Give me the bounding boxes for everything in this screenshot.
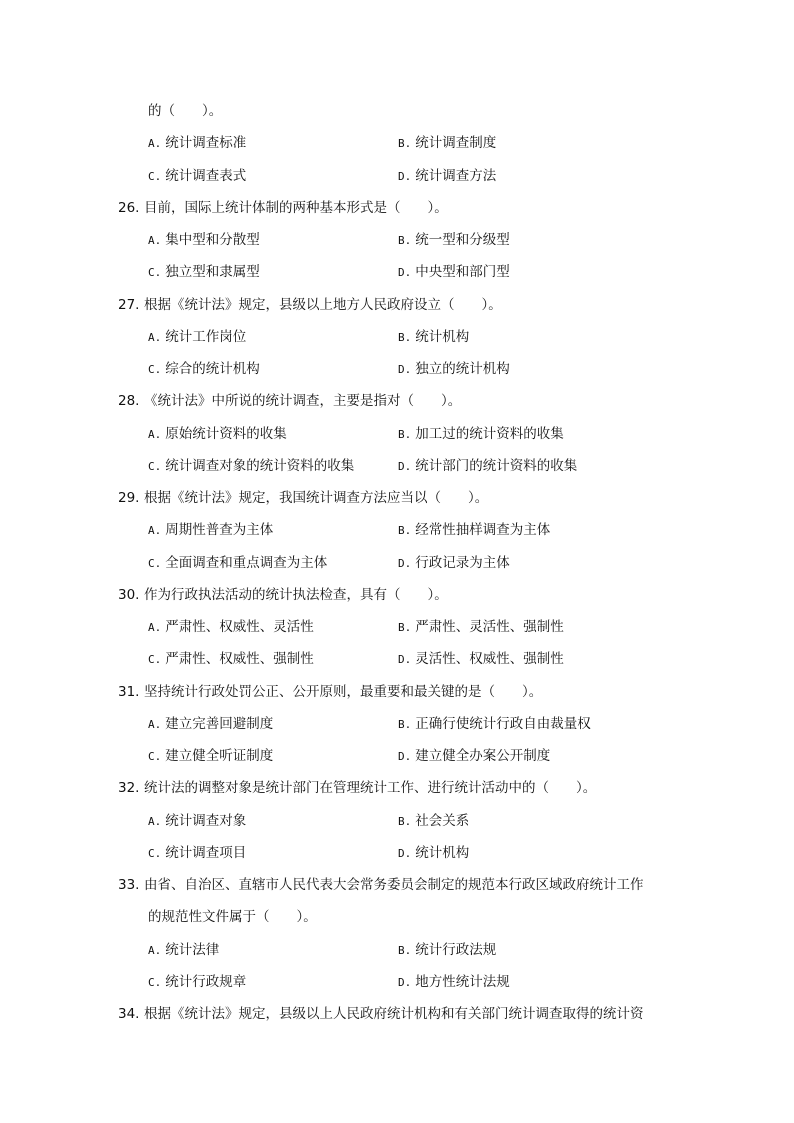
option-d	[398, 547, 510, 580]
option-d	[398, 353, 510, 386]
option-text: 独立的统计机构	[415, 361, 510, 377]
option-text: 严肃性、权威性、灵活性	[165, 619, 314, 635]
question-number: 27.	[118, 296, 140, 313]
question-line	[0, 901, 794, 933]
option-text: 原始统计资料的收集	[165, 425, 287, 442]
option-d	[398, 837, 469, 870]
option-letter: C.	[148, 556, 162, 570]
option-d	[398, 450, 577, 483]
option-b	[398, 514, 550, 547]
option-row	[0, 418, 794, 450]
option-text: 中央型和部门型	[415, 264, 510, 281]
option-d	[398, 160, 496, 193]
option-letter: C.	[148, 653, 162, 667]
option-text: 社会关系	[415, 812, 470, 829]
option-row	[0, 321, 794, 353]
option-text: 建立完善回避制度	[165, 715, 274, 732]
option-letter: A.	[148, 621, 162, 634]
option-a	[148, 321, 246, 354]
option-letter: D.	[398, 750, 412, 763]
question-number: 29.	[118, 490, 140, 506]
option-b	[398, 611, 564, 644]
option-text: 统计机构	[415, 328, 470, 345]
option-row	[0, 353, 794, 385]
option-letter: D.	[398, 363, 412, 376]
option-text: 统计调查项目	[165, 844, 247, 861]
question-stem: 根据《统计法》规定，我国统计调查方法应当以（ ）。	[144, 490, 489, 506]
question-line	[0, 869, 794, 901]
option-letter: C.	[148, 363, 162, 376]
option-letter: A.	[148, 427, 162, 441]
option-text: 统计行政法规	[415, 941, 497, 958]
option-row	[0, 740, 794, 772]
question-stem: 根据《统计法》规定，县级以上人民政府统计机构和有关部门统计调查取得的统计资	[144, 1006, 644, 1022]
option-text: 统计机构	[415, 844, 470, 861]
option-c	[148, 353, 260, 386]
option-text: 综合的统计机构	[165, 361, 260, 377]
option-row	[0, 837, 794, 869]
option-text: 统计部门的统计资料的收集	[415, 457, 578, 474]
option-d	[398, 966, 510, 999]
option-text: 地方性统计法规	[415, 973, 510, 990]
option-text: 统计调查对象的统计资料的收集	[165, 457, 355, 474]
question-number: 31.	[118, 683, 140, 700]
question-number: 28.	[118, 393, 140, 410]
option-row	[0, 966, 794, 998]
option-d	[398, 643, 564, 676]
question-stem: 作为行政执法活动的统计执法检查，具有（ ）。	[144, 586, 448, 603]
option-letter: D.	[398, 653, 412, 667]
option-c	[148, 966, 246, 999]
option-row	[0, 805, 794, 837]
option-c	[148, 547, 327, 580]
option-text: 灵活性、权威性、强制性	[415, 651, 564, 668]
option-letter: B.	[398, 427, 412, 441]
option-a	[148, 224, 260, 257]
question-number: 33.	[118, 877, 140, 893]
question-stem: 目前，国际上统计体制的两种基本形式是（ ）。	[144, 199, 448, 216]
option-letter: B.	[398, 524, 412, 538]
option-letter: C.	[148, 169, 162, 183]
option-letter: A.	[148, 234, 162, 247]
option-row	[0, 514, 794, 546]
question-line	[0, 192, 794, 224]
option-a	[148, 934, 219, 967]
option-b	[398, 224, 510, 257]
option-row	[0, 934, 794, 966]
option-row	[0, 643, 794, 675]
option-row	[0, 160, 794, 192]
option-letter: C.	[148, 459, 162, 473]
option-text: 行政记录为主体	[415, 554, 510, 571]
option-a	[148, 708, 273, 741]
option-letter: C.	[148, 975, 162, 989]
option-text: 统计调查方法	[415, 167, 497, 184]
option-row	[0, 127, 794, 159]
question-stem: 的（ ）。	[148, 103, 223, 119]
option-letter: B.	[398, 621, 412, 634]
option-c	[148, 256, 260, 289]
question-line	[0, 676, 794, 708]
option-text: 统计法律	[165, 941, 220, 958]
option-b	[398, 708, 591, 741]
option-letter: D.	[398, 169, 412, 183]
question-number: 26.	[118, 199, 140, 216]
option-text: 统计调查制度	[415, 135, 497, 152]
option-row	[0, 708, 794, 740]
option-c	[148, 740, 273, 773]
question-number: 34.	[118, 1006, 140, 1022]
option-b	[398, 418, 564, 451]
option-letter: C.	[148, 266, 162, 280]
option-text: 独立型和隶属型	[165, 264, 260, 281]
option-a	[148, 418, 287, 451]
option-letter: C.	[148, 750, 162, 763]
option-row	[0, 611, 794, 643]
option-letter: A.	[148, 814, 162, 828]
option-b	[398, 127, 496, 160]
option-b	[398, 805, 469, 838]
option-b	[398, 934, 496, 967]
question-number: 30.	[118, 586, 140, 603]
question-stem: 由省、自治区、直辖市人民代表大会常务委员会制定的规范本行政区域政府统计工作	[144, 877, 644, 893]
option-a	[148, 514, 273, 547]
option-row	[0, 450, 794, 482]
option-text: 统计调查标准	[165, 135, 247, 152]
option-c	[148, 450, 354, 483]
option-text: 严肃性、权威性、强制性	[165, 651, 314, 668]
question-stem: 的规范性文件属于（ ）。	[148, 909, 317, 926]
option-text: 统计行政规章	[165, 973, 247, 990]
option-text: 严肃性、灵活性、强制性	[415, 619, 564, 635]
option-b	[398, 321, 469, 354]
question-line	[0, 482, 794, 514]
option-row	[0, 224, 794, 256]
option-text: 统计调查表式	[165, 167, 247, 184]
option-text: 建立健全听证制度	[165, 748, 274, 764]
option-letter: B.	[398, 137, 412, 151]
option-letter: D.	[398, 459, 412, 473]
option-letter: C.	[148, 846, 162, 860]
question-stem: 坚持统计行政处罚公正、公开原则，最重要和最关键的是（ ）。	[144, 683, 543, 700]
option-text: 统计工作岗位	[165, 328, 247, 345]
option-text: 经常性抽样调查为主体	[415, 522, 551, 539]
option-text: 统计调查对象	[165, 812, 247, 829]
option-row	[0, 547, 794, 579]
question-line	[0, 289, 794, 321]
option-c	[148, 837, 246, 870]
option-text: 正确行使统计行政自由裁量权	[415, 715, 591, 732]
option-c	[148, 643, 314, 676]
exam-page	[0, 95, 794, 1030]
option-letter: A.	[148, 524, 162, 538]
option-a	[148, 805, 246, 838]
question-number: 32.	[118, 780, 140, 797]
option-text: 加工过的统计资料的收集	[415, 425, 564, 442]
option-letter: A.	[148, 943, 162, 957]
option-text: 周期性普查为主体	[165, 522, 274, 539]
option-letter: B.	[398, 717, 412, 731]
option-letter: B.	[398, 234, 412, 247]
option-text: 全面调查和重点调查为主体	[165, 554, 328, 571]
question-line	[0, 998, 794, 1030]
option-text: 建立健全办案公开制度	[415, 748, 551, 764]
question-stem: 统计法的调整对象是统计部门在管理统计工作、进行统计活动中的（ ）。	[144, 780, 597, 797]
question-line	[0, 95, 794, 127]
option-text: 集中型和分散型	[165, 232, 260, 248]
option-letter: B.	[398, 814, 412, 828]
option-letter: A.	[148, 717, 162, 731]
option-row	[0, 256, 794, 288]
question-line	[0, 385, 794, 417]
option-c	[148, 160, 246, 193]
option-text: 统一型和分级型	[415, 232, 510, 248]
question-line	[0, 772, 794, 804]
option-letter: D.	[398, 846, 412, 860]
option-d	[398, 740, 550, 773]
option-letter: B.	[398, 330, 412, 344]
option-letter: A.	[148, 137, 162, 151]
question-stem: 《统计法》中所说的统计调查，主要是指对（ ）。	[144, 393, 462, 410]
question-line	[0, 579, 794, 611]
option-letter: D.	[398, 266, 412, 280]
question-stem: 根据《统计法》规定，县级以上地方人民政府设立（ ）。	[144, 296, 502, 313]
option-letter: D.	[398, 556, 412, 570]
option-letter: D.	[398, 975, 412, 989]
option-a	[148, 611, 314, 644]
option-a	[148, 127, 246, 160]
option-d	[398, 256, 510, 289]
option-letter: A.	[148, 330, 162, 344]
option-letter: B.	[398, 943, 412, 957]
